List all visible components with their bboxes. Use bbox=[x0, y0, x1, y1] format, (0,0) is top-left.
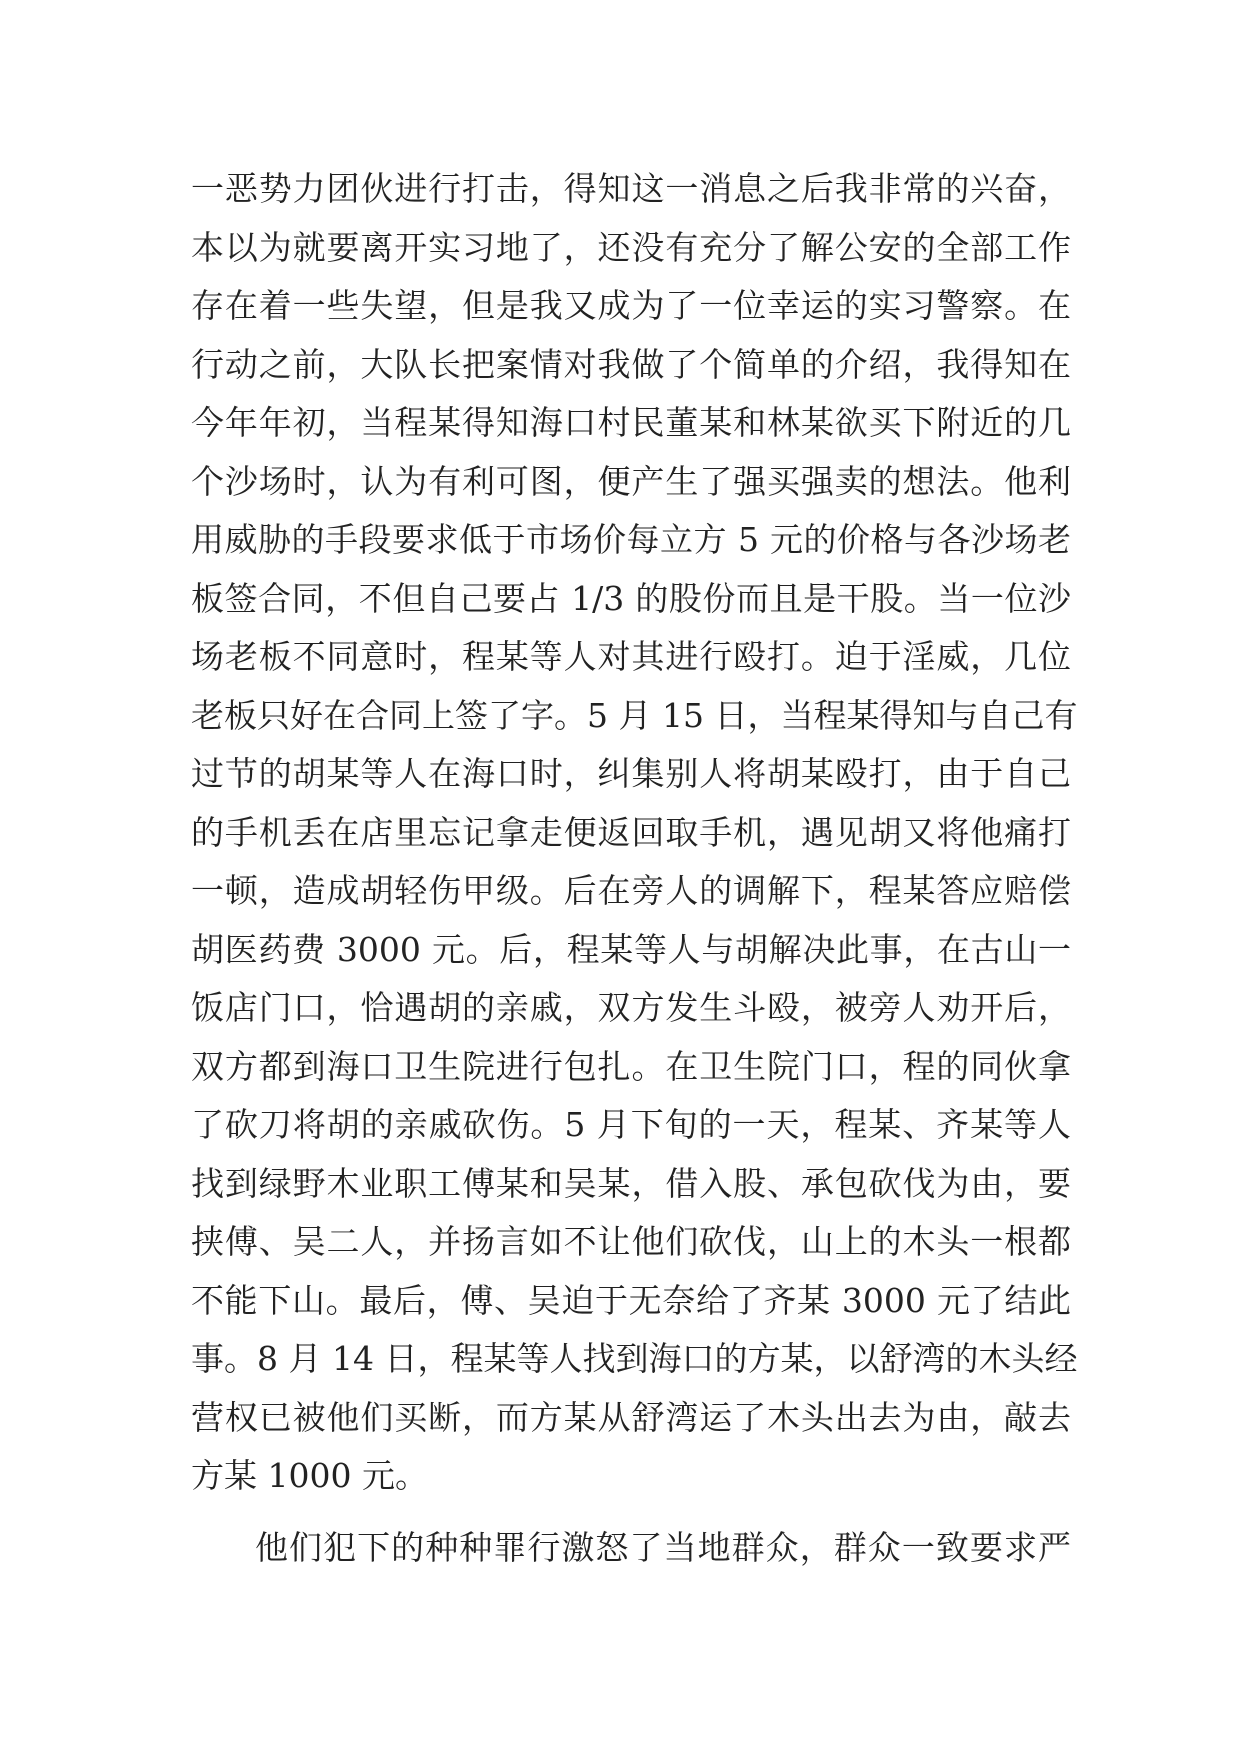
text-line: 了砍刀将胡的亲戚砍伤。5 月下旬的一天，程某、齐某等人 bbox=[191, 1105, 1071, 1144]
text-line: 饭店门口，恰遇胡的亲戚，双方发生斗殴，被旁人劝开后， bbox=[191, 988, 1071, 1027]
text-line: 板签合同，不但自己要占 1/3 的股份而且是干股。当一位沙 bbox=[191, 578, 1071, 618]
text-line: 营权已被他们买断，而方某从舒湾运了木头出去为由，敲去 bbox=[191, 1397, 1071, 1437]
text-line: 今年年初，当程某得知海口村民董某和林某欲买下附近的几 bbox=[191, 403, 1071, 442]
text-line: 老板只好在合同上签了字。5 月 15 日，当程某得知与自己有 bbox=[191, 695, 1078, 735]
text-line: 行动之前，大队长把案情对我做了个简单的介绍，我得知在 bbox=[191, 344, 1071, 384]
text-line: 场老板不同意时，程某等人对其进行殴打。迫于淫威，几位 bbox=[191, 637, 1071, 676]
text-line: 用威胁的手段要求低于市场价每立方 5 元的价格与各沙场老 bbox=[191, 520, 1071, 559]
text-line: 双方都到海口卫生院进行包扎。在卫生院门口，程的同伙拿 bbox=[191, 1046, 1071, 1086]
paragraph-2 bbox=[191, 1519, 1071, 1578]
text-line: 本以为就要离开实习地了，还没有充分了解公安的全部工作 bbox=[191, 227, 1071, 267]
text-line: 找到绿野木业职工傅某和吴某，借入股、承包砍伐为由，要 bbox=[191, 1163, 1071, 1203]
text-line: 个沙场时，认为有利可图，便产生了强买强卖的想法。他利 bbox=[191, 461, 1071, 501]
text-line: 方某 1000 元。 bbox=[191, 1456, 428, 1495]
document-body bbox=[191, 160, 1078, 1577]
paragraph-1 bbox=[191, 160, 1078, 1506]
text-line: 一恶势力团伙进行打击，得知这一消息之后我非常的兴奋， bbox=[191, 169, 1071, 208]
text-line: 的手机丢在店里忘记拿走便返回取手机，遇见胡又将他痛打 bbox=[191, 812, 1071, 852]
text-line: 胡医药费 3000 元。后，程某等人与胡解决此事，在古山一 bbox=[191, 929, 1071, 969]
text-line: 不能下山。最后，傅、吴迫于无奈给了齐某 3000 元了结此 bbox=[191, 1280, 1071, 1320]
text-line: 事。8 月 14 日，程某等人找到海口的方某，以舒湾的木头经 bbox=[191, 1339, 1078, 1378]
text-line: 他们犯下的种种罪行激怒了当地群众，群众一致要求严 bbox=[255, 1527, 1071, 1567]
text-line: 存在着一些失望，但是我又成为了一位幸运的实习警察。在 bbox=[191, 286, 1071, 325]
text-line: 过节的胡某等人在海口时，纠集别人将胡某殴打，由于自己 bbox=[191, 754, 1071, 793]
text-line: 一顿，造成胡轻伤甲级。后在旁人的调解下，程某答应赔偿 bbox=[191, 871, 1071, 910]
text-line: 挟傅、吴二人，并扬言如不让他们砍伐，山上的木头一根都 bbox=[191, 1222, 1071, 1261]
